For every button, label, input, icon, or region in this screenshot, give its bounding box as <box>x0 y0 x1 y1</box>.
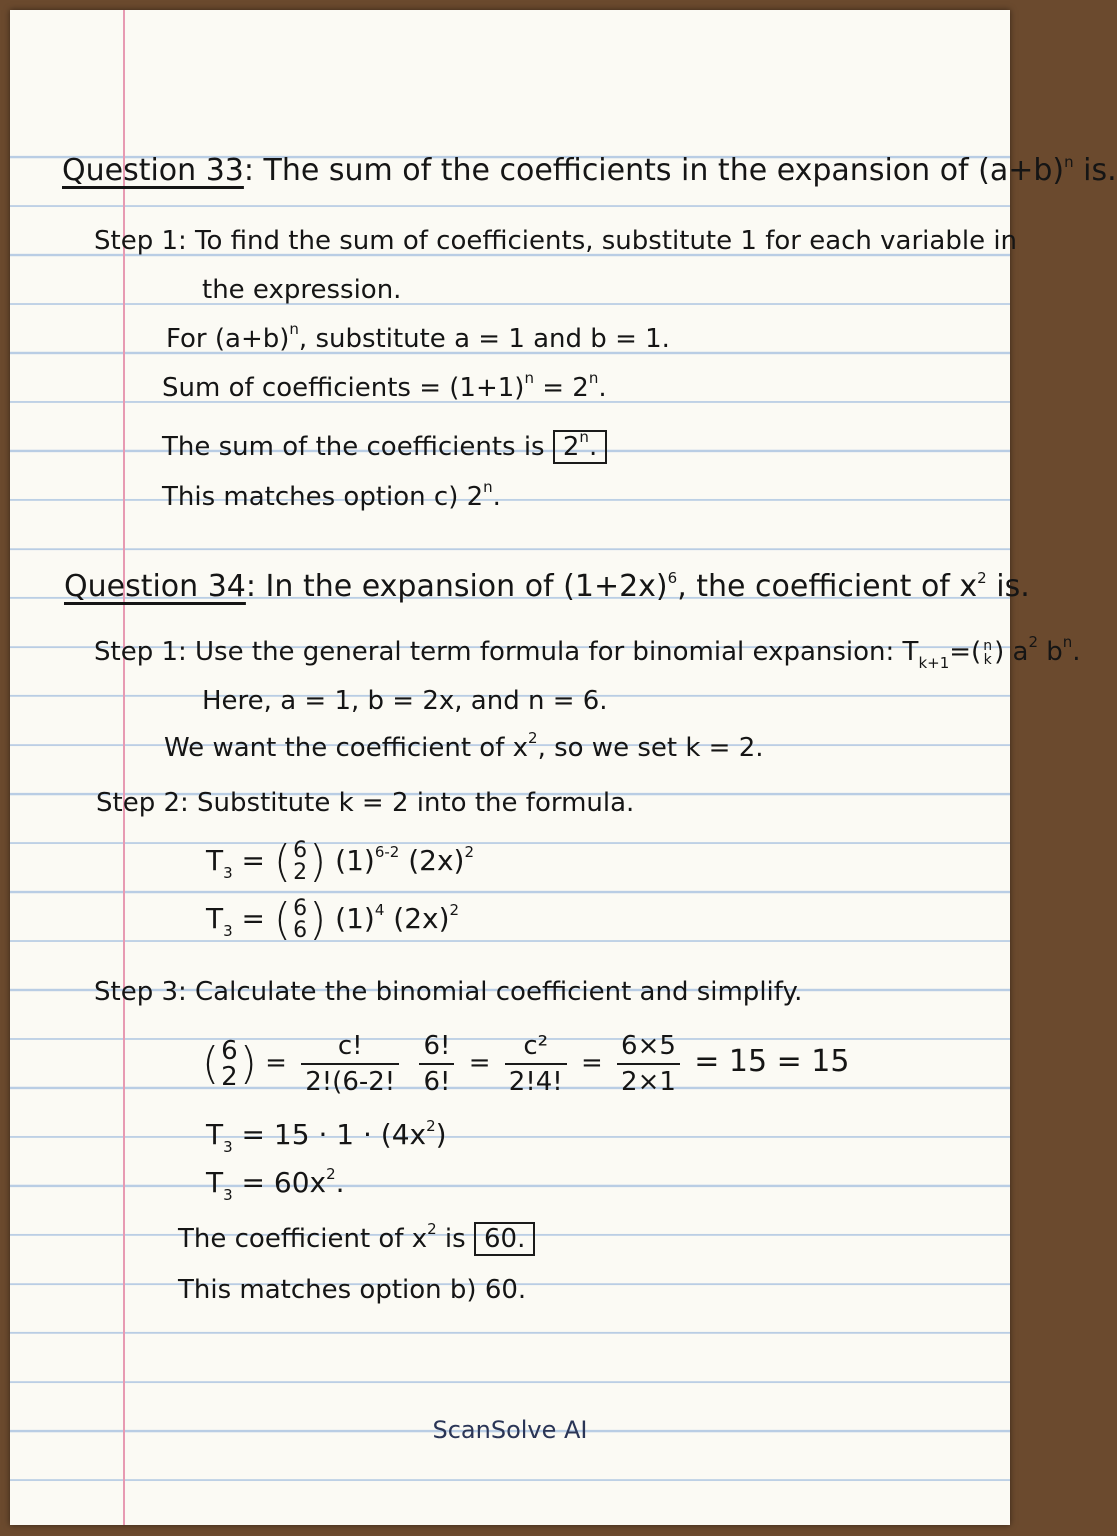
q33-text: The sum of the coefficients in the expansion of (a+b) <box>263 153 1065 188</box>
q33-text-end: is. <box>1073 153 1117 188</box>
q34-t3-line3: $T_3 = 15 \cdot 1 \cdot (4x^2)$ <box>206 1117 447 1156</box>
general-term-binom: n k <box>983 637 993 668</box>
q33-exponent: n <box>1064 153 1074 171</box>
q34-t3-line4: $T_3 = 60x^2$. <box>206 1165 345 1204</box>
q33-answer-line: The sum of the coefficients is 2$^n$. <box>162 430 607 464</box>
q33-step1 <box>94 224 1017 258</box>
q34-here-line: Here, a = 1, b = 2x, and n = 6. <box>202 686 608 716</box>
paper-top-margin <box>10 10 1010 109</box>
calc-binom: 6 2 <box>221 1035 238 1092</box>
binom-6-2: 6 2 <box>293 838 308 885</box>
q34-label: Question 34 <box>64 569 246 604</box>
q34-answer-box: 60. <box>474 1222 535 1256</box>
q34-calc-line: (6 2) = $\frac{c!}{2!(6-2!}$ $\frac{6!}{6!}$ = $\frac{\text{c²}}{2!4!}$ = $\frac{6\times 5}{2\times 1}$ = 15 = 15 <box>202 1030 850 1097</box>
fraction-4: $\frac{6\times 5}{2\times 1}$ <box>617 1029 680 1099</box>
q33-for-line: For $(a+b)^n$, substitute a = 1 and b = 1. <box>166 320 670 354</box>
q33-label: Question 33 <box>62 153 244 188</box>
q33-step1-text: To find the sum of coefficients, substitute 1 for each variable in <box>195 226 1018 256</box>
q34-step3-label: Step 3: <box>94 977 187 1007</box>
q34-option-line: This matches option b) 60. <box>178 1275 527 1305</box>
q34-t3-line2: $T_3 = (6$ 6) $(1)^4$ $(2x)^2$ <box>206 894 460 945</box>
binom-6-6: 6 6 <box>293 896 308 943</box>
q34-step2: Step 2: Substitute k = 2 into the formula. <box>96 788 635 818</box>
fraction-2: $\frac{6!}{6!}$ <box>419 1029 454 1099</box>
q34-step2-label: Step 2: <box>96 788 189 818</box>
calc-result: = 15 = 15 <box>694 1044 850 1079</box>
q33-answer-box: 2$^n$. <box>553 430 607 464</box>
notebook-paper <box>10 10 1117 1525</box>
q34-answer-line: The coefficient of $x^2$ is 60. <box>178 1222 535 1256</box>
q34-want-line: We want the coefficient of $x^2$, so we set k = 2. <box>164 729 764 763</box>
q34-step3: Step 3: Calculate the binomial coefficient and simplify. <box>94 977 803 1007</box>
q33-step1-label: Step 1: <box>94 226 187 256</box>
q33-sum-line: Sum of coefficients = $(1+1)^n = 2^n$. <box>162 369 607 403</box>
fraction-1: $\frac{c!}{2!(6-2!}$ <box>301 1029 399 1099</box>
q34-step1-label: Step 1: <box>94 637 187 667</box>
q34-step1: Step 1: Use the general term formula for binomial expansion: $T_{k+1}=$( n k) $a^2$ $b^n$. <box>94 633 1081 672</box>
q34-heading: Question 34: In the expansion of $(1+2x)^6$, the coefficient of $x^2$ is. <box>64 569 1030 604</box>
q33-step1-cont: the expression. <box>202 275 402 305</box>
q34-t3-line1: $T_3 = (6$ 2) $(1)^{6-2}$ $(2x)^2$ <box>206 836 475 887</box>
q33-heading: Question 33: The sum of the coefficients in the expansion of $(a+b)^n$ is. <box>62 153 1117 188</box>
q33-option-line: This matches option c) 2$^n$. <box>162 478 501 512</box>
fraction-3: $\frac{\text{c²}}{2!4!}$ <box>505 1029 567 1099</box>
footer-brand: ScanSolve AI <box>432 1416 588 1444</box>
